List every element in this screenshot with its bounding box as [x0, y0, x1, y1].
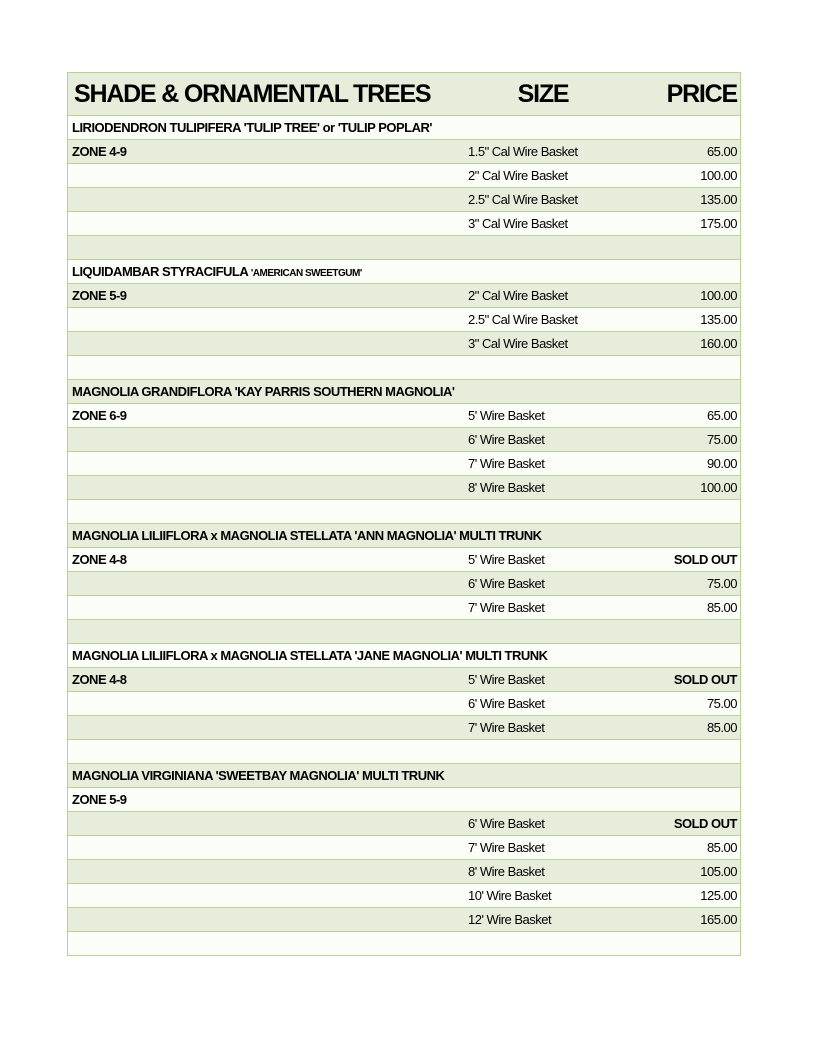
- plant-name: [68, 264, 468, 279]
- price-cell: 135.00: [700, 312, 737, 327]
- price-cell: 75.00: [706, 696, 737, 711]
- size-cell: 7' Wire Basket: [468, 720, 545, 735]
- plant-name-main: MAGNOLIA GRANDIFLORA 'KAY PARRIS SOUTHERN MAGNOLIA': [72, 384, 455, 399]
- plant-name-main: LIQUIDAMBAR STYRACIFULA: [72, 264, 251, 279]
- size-price-row: [68, 572, 740, 596]
- price-cell: 100.00: [700, 288, 737, 303]
- spacer-row: [68, 620, 740, 644]
- size-price-row: [68, 812, 740, 836]
- size-cell: 7' Wire Basket: [468, 600, 545, 615]
- size-price-row: [68, 428, 740, 452]
- price-cell: 105.00: [700, 864, 737, 879]
- plant-title-row: [68, 524, 740, 548]
- price-cell: 165.00: [700, 912, 737, 927]
- spacer-row: [68, 356, 740, 380]
- size-cell: 5' Wire Basket: [468, 408, 545, 423]
- size-cell: 6' Wire Basket: [468, 432, 545, 447]
- price-cell: 85.00: [706, 840, 737, 855]
- plant-title-row: [68, 644, 740, 668]
- hardiness-zone: ZONE 5-9: [72, 288, 127, 303]
- price-cell: 135.00: [700, 192, 737, 207]
- hardiness-zone: ZONE 4-8: [72, 672, 127, 687]
- plant-title-row: [68, 380, 740, 404]
- price-cell: 90.00: [706, 456, 737, 471]
- size-price-row: [68, 332, 740, 356]
- plant-title-row: [68, 260, 740, 284]
- price-list-sheet: [67, 72, 741, 956]
- size-cell: 7' Wire Basket: [468, 840, 545, 855]
- plant-name: [68, 768, 468, 783]
- size-cell: 8' Wire Basket: [468, 864, 545, 879]
- price-cell: SOLD OUT: [673, 552, 737, 567]
- price-cell: 175.00: [700, 216, 737, 231]
- hardiness-zone: ZONE 4-8: [72, 552, 127, 567]
- plant-name-main: MAGNOLIA VIRGINIANA 'SWEETBAY MAGNOLIA' MULTI TRUNK: [72, 768, 445, 783]
- price-cell: 125.00: [700, 888, 737, 903]
- size-price-row: [68, 884, 740, 908]
- plant-name-main: LIRIODENDRON TULIPIFERA 'TULIP TREE' or 'TULIP POPLAR': [72, 120, 432, 135]
- size-price-row: [68, 548, 740, 572]
- size-cell: 5' Wire Basket: [468, 552, 545, 567]
- plant-name: [68, 528, 542, 543]
- size-cell: 2" Cal Wire Basket: [468, 168, 568, 183]
- size-price-row: [68, 308, 740, 332]
- size-cell: 12' Wire Basket: [468, 912, 552, 927]
- size-cell: 5' Wire Basket: [468, 672, 545, 687]
- plant-name: [68, 648, 548, 663]
- size-cell: 6' Wire Basket: [468, 696, 545, 711]
- plant-title-row: [68, 116, 740, 140]
- size-cell: 2" Cal Wire Basket: [468, 288, 568, 303]
- column-header-row: [68, 73, 740, 116]
- plant-name-main: MAGNOLIA LILIIFLORA x MAGNOLIA STELLATA 'ANN MAGNOLIA' MULTI TRUNK: [72, 528, 542, 543]
- size-price-row: [68, 212, 740, 236]
- size-cell: 8' Wire Basket: [468, 480, 545, 495]
- spacer-row: [68, 932, 740, 956]
- price-cell: 85.00: [706, 720, 737, 735]
- price-cell: 65.00: [706, 408, 737, 423]
- price-column-heading: PRICE: [666, 79, 737, 108]
- plant-name: [68, 120, 468, 135]
- size-column-heading: SIZE: [517, 79, 569, 108]
- size-price-row: [68, 452, 740, 476]
- price-cell: 85.00: [706, 600, 737, 615]
- price-cell: 100.00: [700, 480, 737, 495]
- size-cell: 2.5" Cal Wire Basket: [468, 192, 578, 207]
- spacer-row: [68, 500, 740, 524]
- plant-name-main: MAGNOLIA LILIIFLORA x MAGNOLIA STELLATA 'JANE MAGNOLIA' MULTI TRUNK: [72, 648, 548, 663]
- size-price-row: [68, 836, 740, 860]
- size-cell: 6' Wire Basket: [468, 816, 545, 831]
- size-price-row: [68, 164, 740, 188]
- size-cell: 1.5" Cal Wire Basket: [468, 144, 578, 159]
- price-cell: 100.00: [700, 168, 737, 183]
- price-cell: 65.00: [706, 144, 737, 159]
- size-price-row: [68, 140, 740, 164]
- price-cell: SOLD OUT: [673, 672, 737, 687]
- plant-title-row: [68, 764, 740, 788]
- price-cell: 160.00: [700, 336, 737, 351]
- spacer-row: [68, 740, 740, 764]
- zone-row: [68, 788, 740, 812]
- plant-name-common: 'AMERICAN SWEETGUM': [250, 268, 362, 279]
- hardiness-zone: ZONE 6-9: [72, 408, 127, 423]
- category-heading: SHADE & ORNAMENTAL TREES: [74, 79, 431, 108]
- size-price-row: [68, 668, 740, 692]
- size-price-row: [68, 404, 740, 428]
- size-cell: 3" Cal Wire Basket: [468, 216, 568, 231]
- size-cell: 3" Cal Wire Basket: [468, 336, 568, 351]
- size-price-row: [68, 692, 740, 716]
- size-cell: 2.5" Cal Wire Basket: [468, 312, 578, 327]
- size-price-row: [68, 476, 740, 500]
- spacer-row: [68, 236, 740, 260]
- hardiness-zone: ZONE 5-9: [72, 792, 127, 807]
- plant-name: [68, 384, 468, 399]
- size-price-row: [68, 716, 740, 740]
- size-price-row: [68, 188, 740, 212]
- size-price-row: [68, 284, 740, 308]
- size-price-row: [68, 860, 740, 884]
- size-cell: 6' Wire Basket: [468, 576, 545, 591]
- price-cell: SOLD OUT: [673, 816, 737, 831]
- hardiness-zone: ZONE 4-9: [72, 144, 127, 159]
- size-cell: 10' Wire Basket: [468, 888, 552, 903]
- price-cell: 75.00: [706, 576, 737, 591]
- price-cell: 75.00: [706, 432, 737, 447]
- size-price-row: [68, 908, 740, 932]
- size-price-row: [68, 596, 740, 620]
- size-cell: 7' Wire Basket: [468, 456, 545, 471]
